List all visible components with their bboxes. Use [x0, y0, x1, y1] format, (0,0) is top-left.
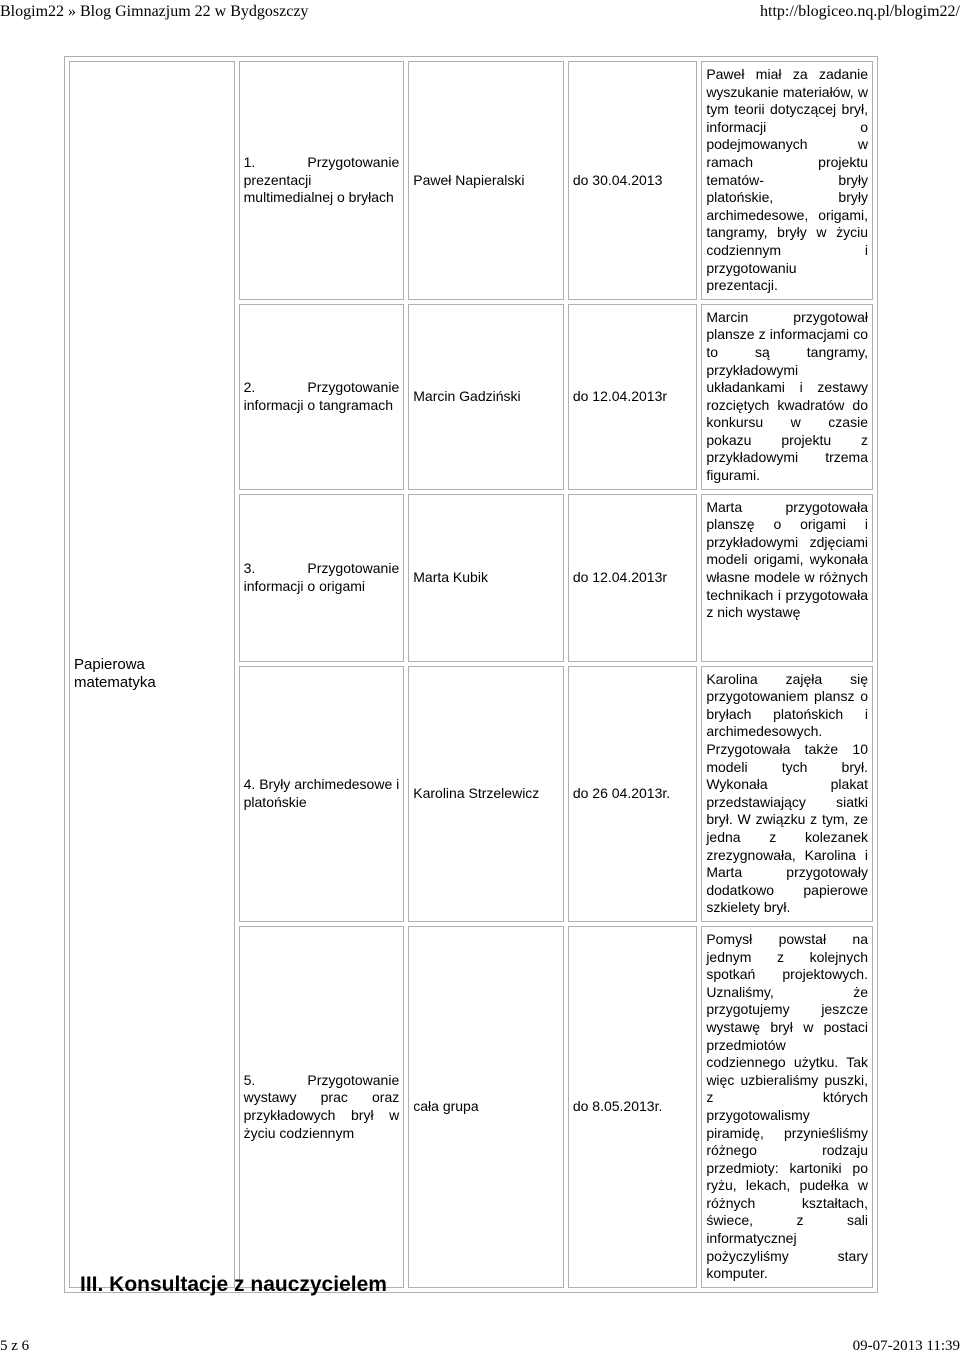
- person-cell: Karolina Strzelewicz: [408, 666, 564, 922]
- description-cell: Karolina zajęła się przygotowaniem plansz o bryłach platońskich i archimedesowych. Przygotowała także 10 modeli tych brył. Wykonała plakat przedstawiający siatki brył. W związku z tym, ze jedna z kolezanek zrezygnowała, Karolina i Marta przygotowały dodatkowo papierowe szkielety brył.: [701, 666, 873, 922]
- deadline-cell: do 12.04.2013r: [568, 494, 697, 662]
- person-cell: Marcin Gadziński: [408, 304, 564, 490]
- task-cell: 2. Przygotowanie informacji o tangramach: [239, 304, 405, 490]
- page-title: Blogim22 » Blog Gimnazjum 22 w Bydgoszczy: [0, 3, 309, 20]
- table-row: [69, 61, 873, 300]
- deadline-cell: do 26 04.2013r.: [568, 666, 697, 922]
- subject-cell: Papierowa matematyka: [69, 61, 235, 1288]
- description-cell: Marta przygotowała planszę o origami i przykładowymi zdjęciami modeli origami, wykonała własne modele w różnych technikach i przygotowała z nich wystawę: [701, 494, 873, 662]
- task-cell: 3. Przygotowanie informacji o origami: [239, 494, 405, 662]
- project-tasks-table: [64, 56, 878, 1293]
- person-cell: Marta Kubik: [408, 494, 564, 662]
- task-cell: 4. Bryły archimedesowe i platońskie: [239, 666, 405, 922]
- section-heading: III. Konsultacje z nauczycielem: [80, 1273, 387, 1296]
- person-cell: Paweł Napieralski: [408, 61, 564, 300]
- page-number: 5 z 6: [0, 1338, 30, 1354]
- deadline-cell: do 8.05.2013r.: [568, 926, 697, 1288]
- print-footer: [0, 1338, 960, 1357]
- description-cell: Pomysł powstał na jednym z kolejnych spotkań projektowych. Uznaliśmy, że przygotujemy jeszcze wystawę brył w postaci przedmiotów codziennego użytku. Tak więc uzbieraliśmy puszki, z których przygotowalismy piramidę, przynieśliśmy różnego rodzaju przedmioty: kartoniki po ryżu, lekach, pudełka w różnych kształtach, świece, z sali informatycznej pożyczyliśmy stary komputer.: [701, 926, 873, 1288]
- task-cell: 1. Przygotowanie prezentacji multimedialnej o bryłach: [239, 61, 405, 300]
- page-url: http://blogiceo.nq.pl/blogim22/: [760, 3, 960, 20]
- description-cell: Marcin przygotował plansze z informacjami co to są tangramy, przykładowymi układankami i zestawy rozciętych kwadratów do konkursu w czasie pokazu projektu z przykładowymi trzema figurami.: [701, 304, 873, 490]
- deadline-cell: do 12.04.2013r: [568, 304, 697, 490]
- print-header: [0, 0, 960, 26]
- deadline-cell: do 30.04.2013: [568, 61, 697, 300]
- print-timestamp: 09-07-2013 11:39: [852, 1338, 960, 1354]
- description-cell: Paweł miał za zadanie wyszukanie materiałów, w tym teorii dotyczącej brył, informacji o podejmowanych w ramach projektu tematów- bryły platońskie, bryły archimedesowe, origami, tangramy, bryły w życiu codziennym i przygotowaniu prezentacji.: [701, 61, 873, 300]
- person-cell: cała grupa: [408, 926, 564, 1288]
- task-cell: 5. Przygotowanie wystawy prac oraz przykładowych brył w życiu codziennym: [239, 926, 405, 1288]
